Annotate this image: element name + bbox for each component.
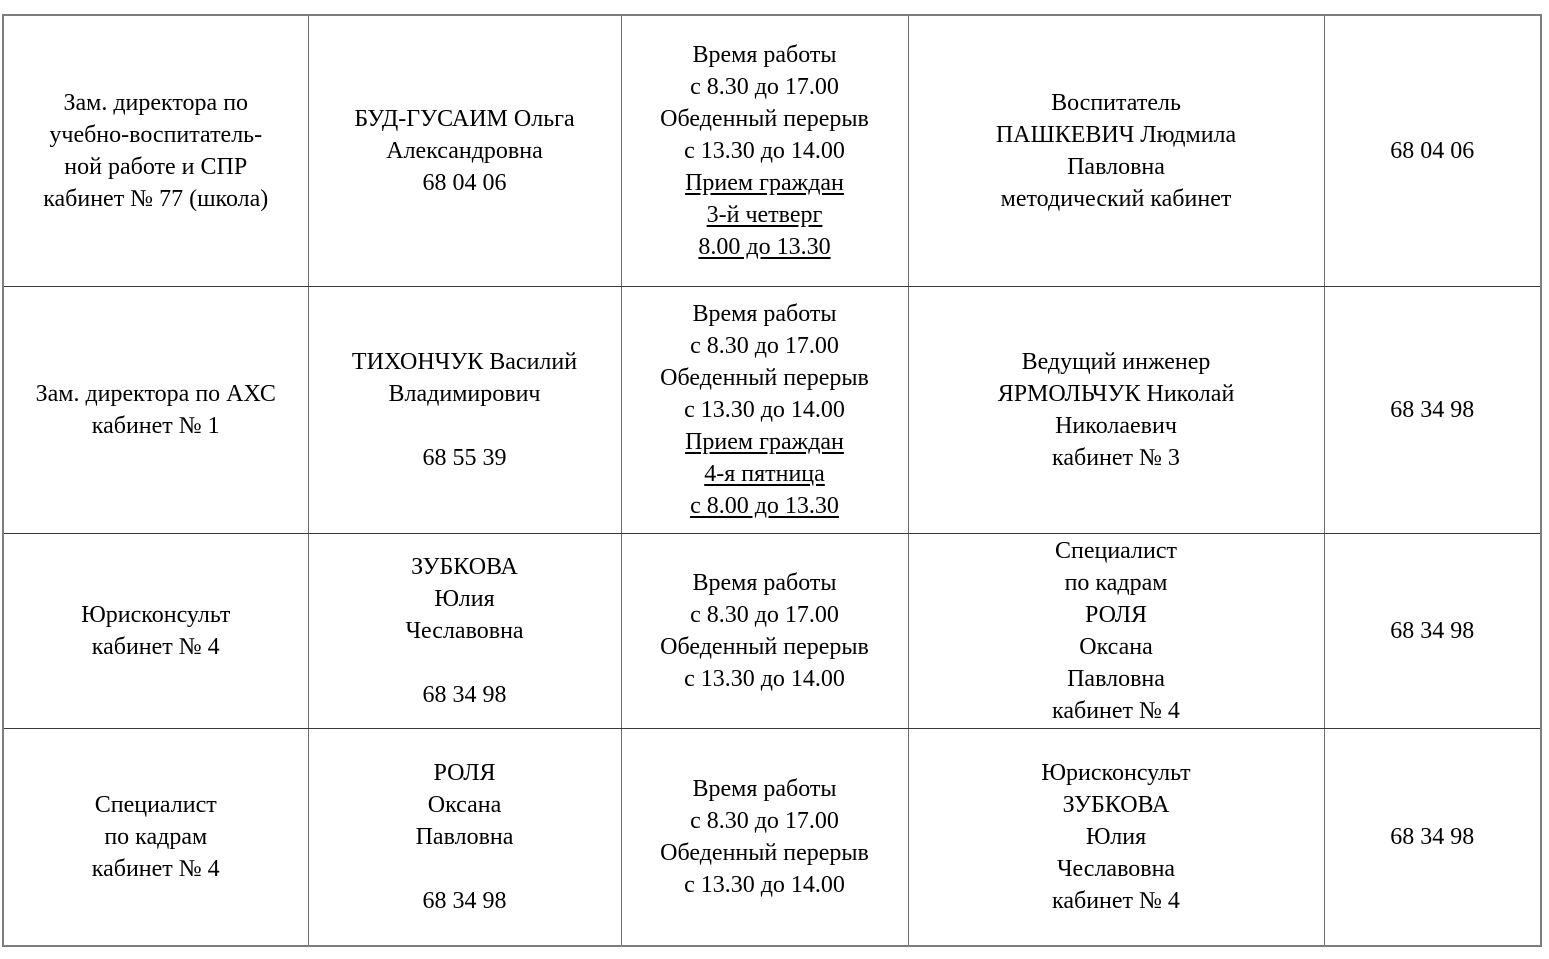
cell-work-hours [621, 15, 908, 286]
cell-line: РОЛЯ [433, 759, 496, 786]
cell-alternate-contact [908, 286, 1324, 533]
cell-line: с 13.30 до 14.00 [684, 665, 845, 692]
cell-line: с 8.00 до 13.30 [690, 492, 839, 519]
cell-line: Обеденный перерыв [660, 364, 869, 391]
cell-line: Юрисконсульт [1041, 759, 1191, 786]
cell-line: 68 34 98 [1390, 823, 1475, 850]
cell-employee [308, 728, 621, 946]
cell-line: Чеславовна [1056, 855, 1176, 882]
cell-line: Юлия [434, 585, 495, 612]
cell-employee [308, 533, 621, 728]
cell-line: 3-й четверг [706, 201, 823, 228]
cell-line: 4-я пятница [704, 460, 825, 487]
cell-line: Зам. директора по [63, 89, 249, 116]
cell-line: Оксана [1079, 633, 1153, 660]
cell-phone [1324, 286, 1541, 533]
cell-line: Специалист [94, 791, 217, 818]
cell-line: Павловна [1067, 153, 1165, 180]
cell-position [3, 533, 308, 728]
cell-line: 68 34 98 [1390, 617, 1475, 644]
table-row [3, 533, 1541, 728]
cell-line: Время работы [692, 41, 837, 68]
cell-position [3, 15, 308, 286]
cell-line: кабинет № 77 (школа) [43, 185, 269, 212]
cell-work-hours [621, 728, 908, 946]
cell-line: ЯРМОЛЬЧУК Николай [997, 380, 1235, 407]
cell-line: кабинет № 4 [91, 633, 220, 660]
cell-line: Обеденный перерыв [660, 633, 869, 660]
blank-line [309, 410, 621, 442]
cell-line: кабинет № 4 [1052, 697, 1180, 724]
cell-line: Павловна [1067, 665, 1165, 692]
cell-line: кабинет № 3 [1052, 444, 1180, 471]
cell-line: Юлия [1085, 823, 1147, 850]
cell-line: БУД-ГУСАИМ Ольга [354, 105, 575, 132]
cell-line: ТИХОНЧУК Василий [351, 348, 578, 375]
cell-position [3, 286, 308, 533]
table-row [3, 15, 1541, 286]
table-row [3, 728, 1541, 946]
cell-alternate-contact [908, 728, 1324, 946]
cell-line: Специалист [1054, 537, 1177, 564]
cell-line: с 8.30 до 17.00 [690, 807, 839, 834]
cell-line: по кадрам [1064, 569, 1168, 596]
cell-line: ной работе и СПР [64, 153, 248, 180]
cell-line: методический кабинет [1000, 185, 1232, 212]
cell-line: с 8.30 до 17.00 [690, 601, 839, 628]
cell-line: ЗУБКОВА [1062, 791, 1170, 818]
cell-work-hours [621, 533, 908, 728]
cell-line: 68 04 06 [1390, 137, 1475, 164]
cell-employee [308, 15, 621, 286]
cell-line: кабинет № 4 [91, 855, 220, 882]
staff-directory-table [2, 14, 1542, 947]
cell-line: Время работы [692, 569, 837, 596]
cell-line: Прием граждан [685, 428, 844, 455]
cell-alternate-contact [908, 533, 1324, 728]
cell-line: 8.00 до 13.30 [698, 233, 831, 260]
cell-line: Воспитатель [1051, 89, 1181, 116]
cell-alternate-contact [908, 15, 1324, 286]
cell-line: Обеденный перерыв [660, 839, 869, 866]
cell-line: Время работы [692, 775, 837, 802]
cell-line: Обеденный перерыв [660, 105, 869, 132]
cell-phone [1324, 533, 1541, 728]
blank-line [309, 647, 621, 679]
cell-line: 68 34 98 [1390, 396, 1475, 423]
cell-line: Юрисконсульт [81, 601, 231, 628]
cell-line: 68 55 39 [422, 444, 507, 471]
cell-line: с 13.30 до 14.00 [684, 137, 845, 164]
cell-line: с 8.30 до 17.00 [690, 73, 839, 100]
cell-line: по кадрам [104, 823, 208, 850]
table-row [3, 286, 1541, 533]
cell-line: Павловна [415, 823, 514, 850]
cell-line: кабинет № 4 [1052, 887, 1180, 914]
cell-work-hours [621, 286, 908, 533]
cell-position [3, 728, 308, 946]
cell-line: с 13.30 до 14.00 [684, 396, 845, 423]
cell-employee [308, 286, 621, 533]
cell-line: ЗУБКОВА [411, 553, 518, 580]
cell-line: учебно-воспитатель- [49, 121, 263, 148]
cell-line: Ведущий инженер [1021, 348, 1211, 375]
cell-line: Николаевич [1055, 412, 1177, 439]
cell-line: Александровна [386, 137, 543, 164]
cell-line: Время работы [692, 300, 837, 327]
blank-line [309, 853, 621, 885]
cell-line: РОЛЯ [1084, 601, 1148, 628]
cell-line: с 13.30 до 14.00 [684, 871, 845, 898]
cell-line: ПАШКЕВИЧ Людмила [995, 121, 1237, 148]
cell-line: Чеславовна [405, 617, 524, 644]
cell-line: кабинет № 1 [91, 412, 220, 439]
cell-line: 68 04 06 [422, 169, 507, 196]
cell-line: с 8.30 до 17.00 [690, 332, 839, 359]
cell-phone [1324, 15, 1541, 286]
cell-line: 68 34 98 [422, 887, 507, 914]
cell-line: Зам. директора по АХС [35, 380, 276, 407]
cell-line: Прием граждан [685, 169, 844, 196]
cell-line: Владимирович [388, 380, 541, 407]
cell-line: 68 34 98 [422, 681, 507, 708]
cell-phone [1324, 728, 1541, 946]
cell-line: Оксана [427, 791, 502, 818]
